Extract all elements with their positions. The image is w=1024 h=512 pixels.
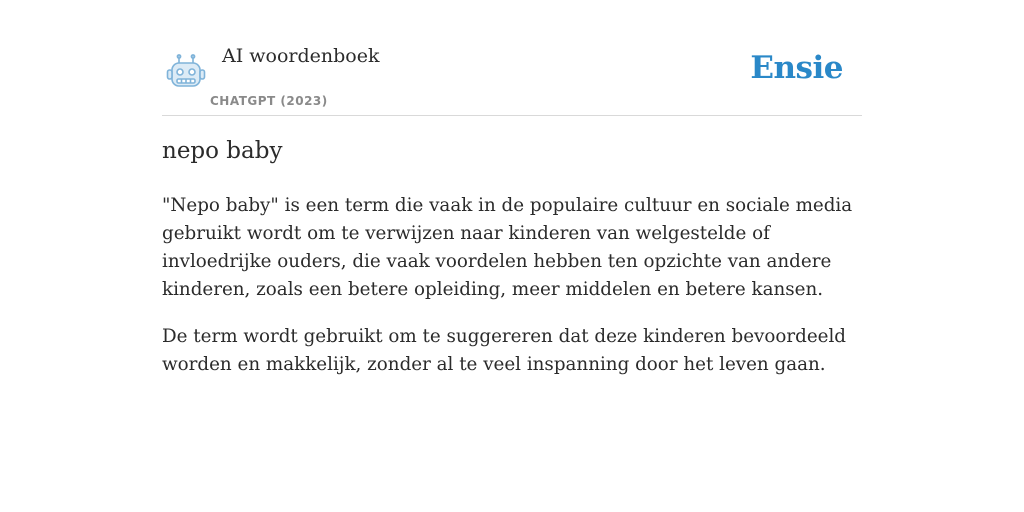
entry-header (162, 0, 862, 116)
source-title[interactable]: AI woordenboek (222, 45, 380, 67)
brand-logo[interactable]: Ensie (750, 50, 843, 86)
robot-icon (166, 52, 206, 90)
definition-paragraph: De term wordt gebruikt om te suggereren dat deze kinderen bevoordeeld worden en makkelijk, zonder al te veel inspanning door het leven gaan. (162, 326, 847, 375)
entry-definition (162, 192, 862, 398)
source-subtitle: CHATGPT (2023) (210, 94, 328, 108)
definition-paragraph: "Nepo baby" is een term die vaak in de populaire cultuur en sociale media gebruikt wordt om te verwijzen naar kinderen van welgestelde of invloedrijke ouders, die vaak voordelen hebben ten opzichte van andere kinderen, zoals een betere opleiding, meer middelen en betere kansen. (162, 195, 853, 300)
entry-card (162, 0, 862, 375)
entry-term: nepo baby (162, 138, 283, 164)
